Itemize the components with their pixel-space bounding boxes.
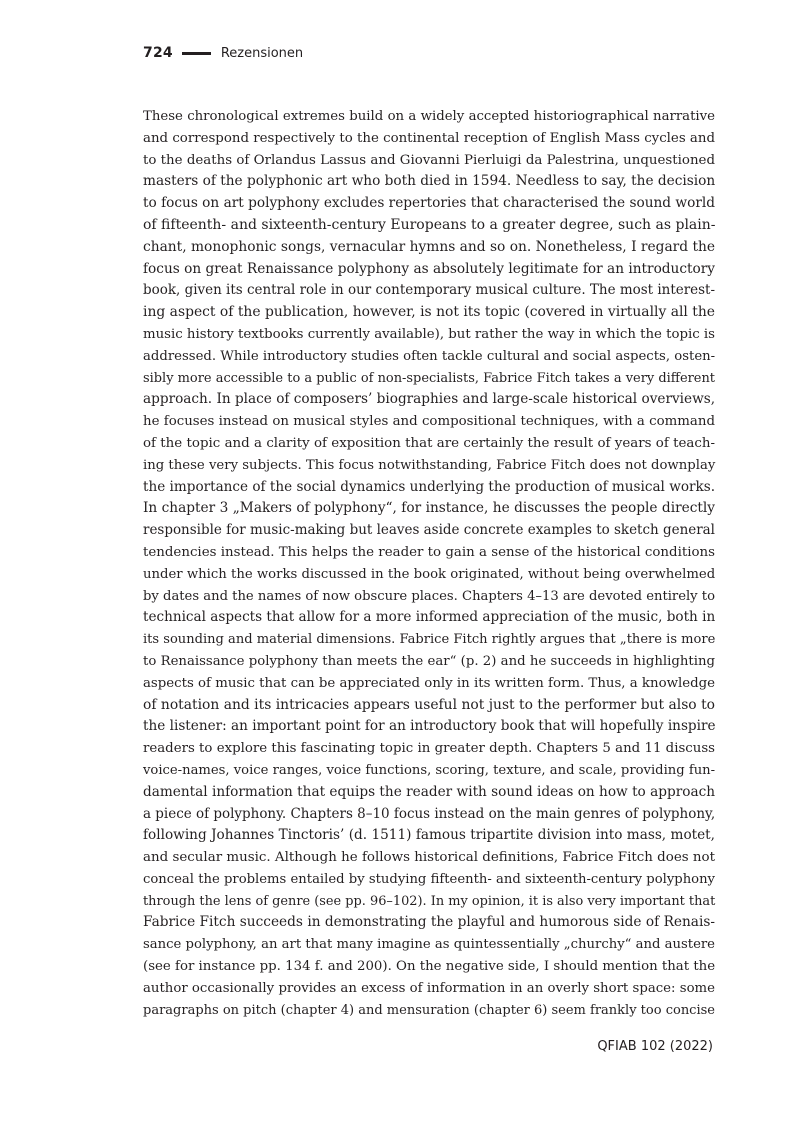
text-line: music history textbooks currently available), but rather the way in which the topic is xyxy=(143,326,715,342)
text-line: ing these very subjects. This focus notwithstanding, Fabrice Fitch does not downplay xyxy=(143,457,716,473)
text-line: following Johannes Tinctoris’ (d. 1511) famous tripartite division into mass, motet, xyxy=(143,827,715,844)
text-line: to the deaths of Orlandus Lassus and Giovanni Pierluigi da Palestrina, unquestioned xyxy=(143,152,715,168)
text-line: under which the works discussed in the book originated, without being overwhelmed xyxy=(143,566,716,582)
text-line: voice-names, voice ranges, voice functions, scoring, texture, and scale, providing fun- xyxy=(143,762,716,778)
text-line: and correspond respectively to the continental reception of English Mass cycles and xyxy=(143,130,715,146)
header-rule xyxy=(182,52,211,55)
text-line: paragraphs on pitch (chapter 4) and mensuration (chapter 6) seem frankly too concise xyxy=(143,1002,715,1018)
text-line: of notation and its intricacies appears useful not just to the performer but also to xyxy=(143,696,715,713)
text-line: author occasionally provides an excess of information in an overly short space: some xyxy=(143,980,715,996)
text-line: of fifteenth- and sixteenth-century Europeans to a greater degree, such as plain- xyxy=(143,216,716,233)
text-line: to Renaissance polyphony than meets the ear“ (p. 2) and he succeeds in highlighting xyxy=(143,653,715,669)
text-line: sance polyphony, an art that many imagine as quintessentially „churchy“ and austere xyxy=(143,937,715,953)
text-line: its sounding and material dimensions. Fabrice Fitch rightly argues that „there is more xyxy=(143,632,716,648)
text-line: conceal the problems entailed by studying fifteenth- and sixteenth-century polyphony xyxy=(143,871,715,887)
text-line: addressed. While introductory studies often tackle cultural and social aspects, osten- xyxy=(143,348,716,364)
text-line: and secular music. Although he follows historical definitions, Fabrice Fitch does not xyxy=(143,850,715,866)
text-line: he focuses instead on musical styles and compositional techniques, with a command xyxy=(143,414,715,430)
text-line: Fabrice Fitch succeeds in demonstrating the playful and humorous side of Renais- xyxy=(143,914,715,931)
text-line: tendencies instead. This helps the reader to gain a sense of the historical conditions xyxy=(143,544,715,560)
text-line: by dates and the names of now obscure places. Chapters 4–13 are devoted entirely to xyxy=(143,588,715,604)
text-line: readers to explore this fascinating topic in greater depth. Chapters 5 and 11 discuss xyxy=(143,741,715,757)
journal-footer: QFIAB 102 (2022) xyxy=(597,1039,713,1054)
text-line: the listener: an important point for an introductory book that will hopefully inspire xyxy=(143,718,716,735)
text-line: These chronological extremes build on a widely accepted historiographical narrative xyxy=(143,109,715,124)
text-line: chant, monophonic songs, vernacular hymns and so on. Nonetheless, I regard the xyxy=(143,238,716,255)
text-line: aspects of music that can be appreciated only in its written form. Thus, a knowledge xyxy=(143,675,716,691)
page-number: 724 xyxy=(143,45,173,61)
text-line: book, given its central role in our contemporary musical culture. The most interest- xyxy=(143,282,715,299)
text-line: the importance of the social dynamics underlying the production of musical works. xyxy=(143,478,716,495)
running-header xyxy=(143,42,303,64)
text-line: a piece of polyphony. Chapters 8–10 focus instead on the main genres of polyphony, xyxy=(143,805,716,822)
text-line: responsible for music-making but leaves aside concrete examples to sketch general xyxy=(143,522,715,539)
text-line: through the lens of genre (see pp. 96–102). In my opinion, it is also very important that xyxy=(143,893,716,909)
text-line: sibly more accessible to a public of non-specialists, Fabrice Fitch takes a very different xyxy=(143,370,715,386)
text-line: damental information that equips the reader with sound ideas on how to approach xyxy=(143,783,715,800)
running-head-title: Rezensionen xyxy=(220,45,304,61)
text-line: ing aspect of the publication, however, is not its topic (covered in virtually all the xyxy=(143,304,715,321)
text-line: focus on great Renaissance polyphony as absolutely legitimate for an introductory xyxy=(143,260,715,277)
review-body-text xyxy=(143,106,715,1021)
text-line: approach. In place of composers’ biographies and large-scale historical overviews, xyxy=(143,391,716,408)
text-line: to focus on art polyphony excludes repertories that characterised the sound world xyxy=(143,195,716,212)
text-line: of the topic and a clarity of exposition that are certainly the result of years of teach- xyxy=(143,435,715,451)
text-line: technical aspects that allow for a more informed appreciation of the music, both in xyxy=(143,609,716,626)
text-line: In chapter 3 „Makers of polyphony“, for instance, he discusses the people directly xyxy=(143,500,715,517)
text-line: (see for instance pp. 134 f. and 200). On the negative side, I should mention that the xyxy=(143,959,716,975)
text-line: masters of the polyphonic art who both died in 1594. Needless to say, the decision xyxy=(143,173,716,190)
